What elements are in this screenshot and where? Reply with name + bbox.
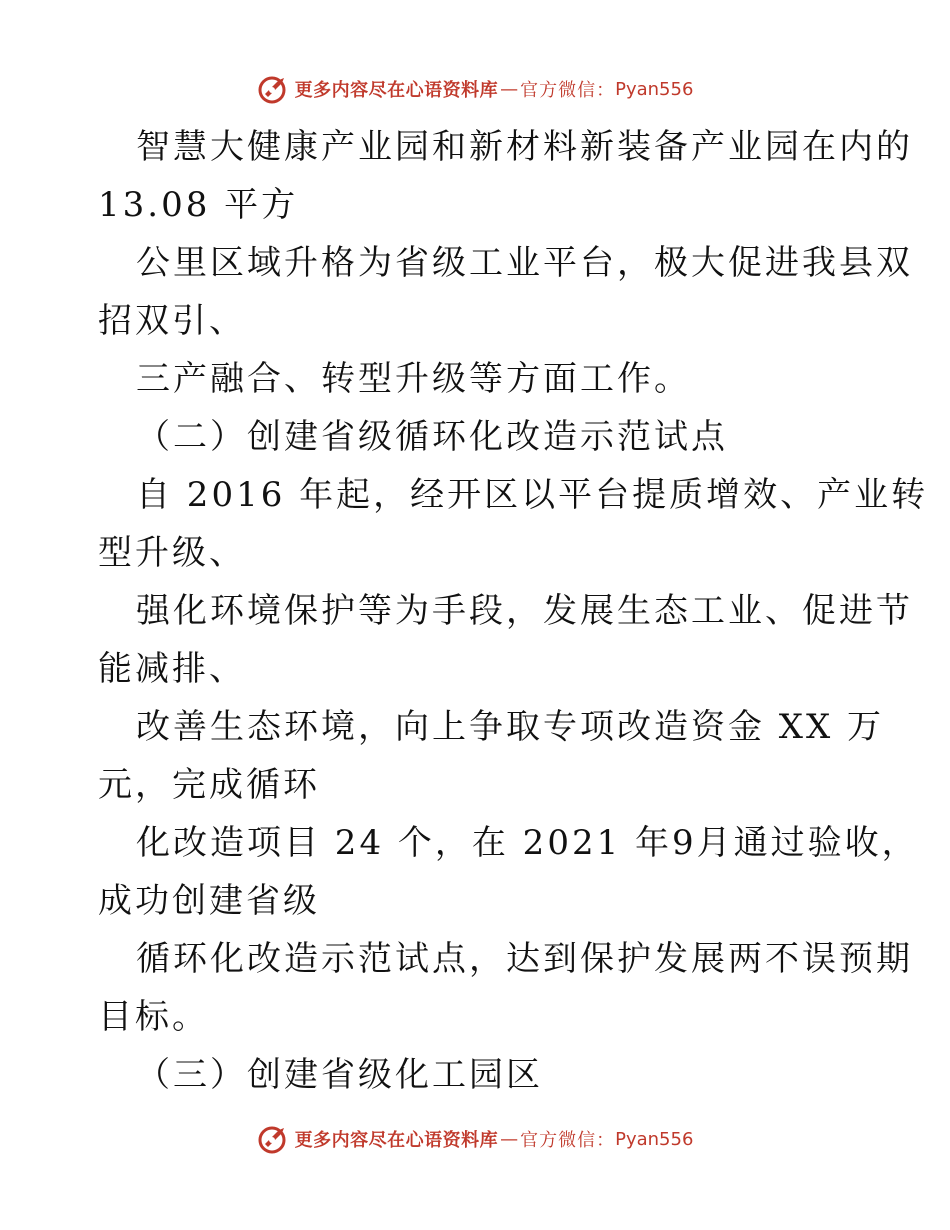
- section-heading: （二）创建省级循环化改造示范试点: [136, 417, 728, 457]
- watermark-sub-text: 官方微信：: [520, 1130, 616, 1151]
- text-line: 三产融合、转型升级等方面工作。: [136, 359, 691, 399]
- watermark-separator: —: [500, 78, 519, 100]
- text-line: 元，完成循环: [98, 765, 320, 805]
- text-line: 化改造项目 24 个，在 2021 年9月通过验收，: [136, 823, 919, 863]
- footer-watermark: [0, 1122, 950, 1156]
- watermark-sub-text: 官方微信：: [520, 80, 616, 101]
- watermark-main-text: 更多内容尽在心语资料库: [294, 80, 499, 101]
- text-line: 强化环境保护等为手段，发展生态工业、促进节: [136, 591, 913, 631]
- watermark-wechat-id: Pyan556: [615, 1128, 694, 1150]
- pen-logo-icon: [257, 1122, 291, 1156]
- section-heading: （三）创建省级化工园区: [136, 1055, 543, 1095]
- watermark-separator: —: [500, 1128, 519, 1150]
- text-line: 型升级、: [98, 533, 246, 573]
- text-line: 公里区域升格为省级工业平台，极大促进我县双: [136, 243, 913, 283]
- text-line: 13.08 平方: [98, 185, 299, 225]
- pen-logo-icon: [257, 72, 291, 106]
- text-line: 循环化改造示范试点，达到保护发展两不误预期: [136, 939, 913, 979]
- text-line: 招双引、: [98, 301, 246, 341]
- text-line: 智慧大健康产业园和新材料新装备产业园在内的: [136, 127, 913, 167]
- watermark-wechat-id: Pyan556: [615, 78, 694, 100]
- header-watermark: [0, 72, 950, 106]
- text-line: 改善生态环境，向上争取专项改造资金 XX 万: [136, 707, 885, 747]
- text-line: 能减排、: [98, 649, 246, 689]
- text-line: 目标。: [98, 997, 209, 1037]
- text-line: 自 2016 年起，经开区以平台提质增效、产业转: [136, 475, 929, 515]
- watermark-main-text: 更多内容尽在心语资料库: [294, 1130, 499, 1151]
- text-line: 成功创建省级: [98, 881, 320, 921]
